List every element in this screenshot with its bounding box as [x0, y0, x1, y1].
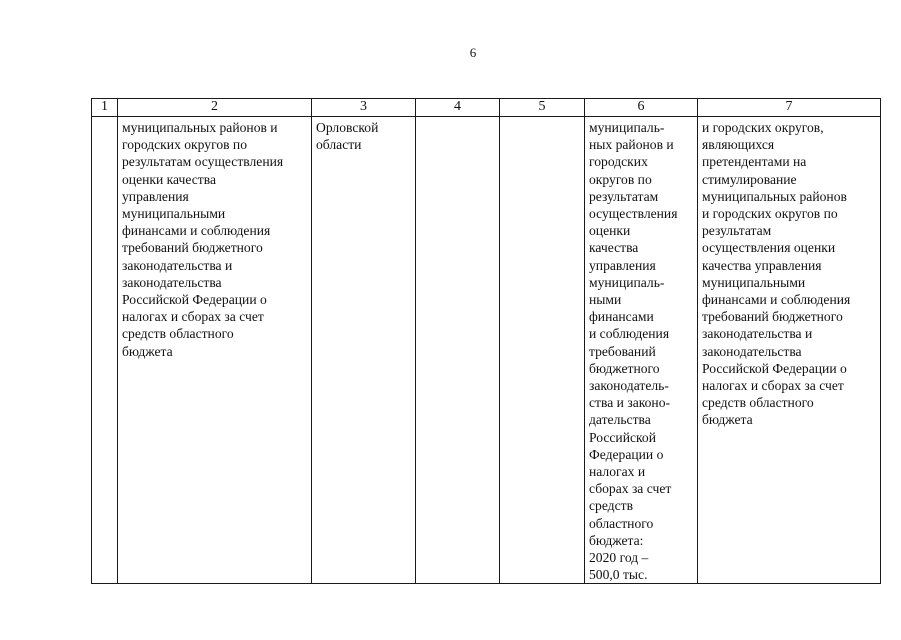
cell-text-line: качества управления — [702, 257, 822, 273]
cell-text-line: областного — [589, 515, 654, 531]
table-header-row — [92, 99, 881, 117]
cell-text-line: качества — [589, 240, 639, 256]
cell-text-line: средств — [589, 498, 633, 514]
cell-text-line: муниципаль- — [589, 274, 665, 290]
column-header-1: 1 — [92, 99, 118, 117]
cell-col-4 — [416, 117, 500, 584]
cell-text-line: муниципальных районов — [702, 188, 847, 204]
cell-text-line: Российской Федерации о — [122, 292, 267, 308]
cell-col-5 — [500, 117, 585, 584]
cell-text-line: и городских округов по — [702, 206, 838, 222]
cell-text-line: ных районов и — [589, 137, 674, 153]
cell-text-line: осуществления оценки — [702, 240, 836, 256]
cell-text-line: ства и законо- — [589, 395, 671, 411]
cell-text-line: Орловской — [316, 120, 379, 135]
cell-text-line: Российской Федерации о — [702, 360, 847, 376]
document-table — [91, 98, 881, 584]
cell-text-line: требований — [589, 343, 656, 359]
cell-text-line: средств областного — [122, 326, 234, 342]
cell-text-line: законодательства — [122, 274, 222, 290]
cell-text-line: результатам осуществления — [122, 154, 284, 170]
cell-text-line: ными — [589, 292, 622, 308]
cell-text-line: муниципаль- — [589, 120, 665, 135]
cell-text-line: сборах за счет — [589, 481, 672, 497]
cell-text-line: управления — [589, 257, 656, 273]
page-number: 6 — [469, 45, 477, 60]
cell-text-line: налогах и сборах за счет — [122, 309, 264, 325]
column-header-4: 4 — [416, 99, 500, 117]
cell-text-line: округов по — [589, 171, 652, 187]
cell-text-line: налогах и сборах за счет — [702, 378, 844, 394]
cell-text-line: финансами — [589, 309, 654, 325]
cell-text-line: законодательства и — [122, 257, 233, 273]
table-row — [92, 117, 881, 584]
cell-text-line: городских — [589, 154, 648, 170]
cell-text-line: Федерации о — [589, 446, 664, 462]
cell-text-line: средств областного — [702, 395, 814, 411]
cell-text-line: результатам — [589, 188, 659, 204]
cell-text-line: муниципальных районов и — [122, 120, 278, 135]
column-header-6: 6 — [585, 99, 698, 117]
column-header-7: 7 — [698, 99, 881, 117]
column-header-2: 2 — [118, 99, 312, 117]
cell-text-line: результатам — [702, 223, 772, 239]
cell-text-line: области — [316, 137, 362, 153]
cell-text-line: 2020 год – — [589, 550, 649, 566]
cell-text-line: законодательства — [702, 343, 802, 359]
cell-col-1 — [92, 117, 118, 584]
cell-text-line: дательства — [589, 412, 651, 428]
cell-text-line: стимулирование — [702, 171, 797, 187]
cell-text-line: требований бюджетного — [122, 240, 263, 256]
cell-text-line: налогах и — [589, 464, 646, 480]
cell-text-line: требований бюджетного — [702, 309, 843, 325]
cell-text-line: бюджета: — [589, 532, 644, 548]
cell-text-line: городских округов по — [122, 137, 247, 153]
cell-text-line: оценки качества — [122, 171, 217, 187]
cell-text-line: 500,0 тыс. — [589, 567, 648, 583]
cell-text-line: муниципальными — [122, 206, 226, 222]
cell-text-line: осуществления — [589, 206, 678, 222]
cell-text-line: финансами и соблюдения — [122, 223, 271, 239]
cell-text-line: муниципальными — [702, 274, 806, 290]
cell-col-7 — [698, 117, 881, 584]
cell-col-3 — [312, 117, 416, 584]
cell-text-line: претендентами на — [702, 154, 807, 170]
column-header-3: 3 — [312, 99, 416, 117]
cell-text-line: Российской — [589, 429, 656, 445]
cell-text-line: оценки — [589, 223, 631, 239]
cell-col-6 — [585, 117, 698, 584]
cell-text-line: финансами и соблюдения — [702, 292, 851, 308]
cell-text-line: и соблюдения — [589, 326, 670, 342]
cell-text-line: бюджета — [702, 412, 753, 428]
cell-text-line: и городских округов, — [702, 120, 824, 135]
cell-text-line: бюджета — [122, 343, 173, 359]
cell-text-line: бюджетного — [589, 360, 660, 376]
column-header-5: 5 — [500, 99, 585, 117]
cell-col-2 — [118, 117, 312, 584]
cell-text-line: являющихся — [702, 137, 775, 153]
cell-text-line: законодатель- — [589, 378, 669, 394]
cell-text-line: управления — [122, 188, 189, 204]
cell-text-line: законодательства и — [702, 326, 813, 342]
